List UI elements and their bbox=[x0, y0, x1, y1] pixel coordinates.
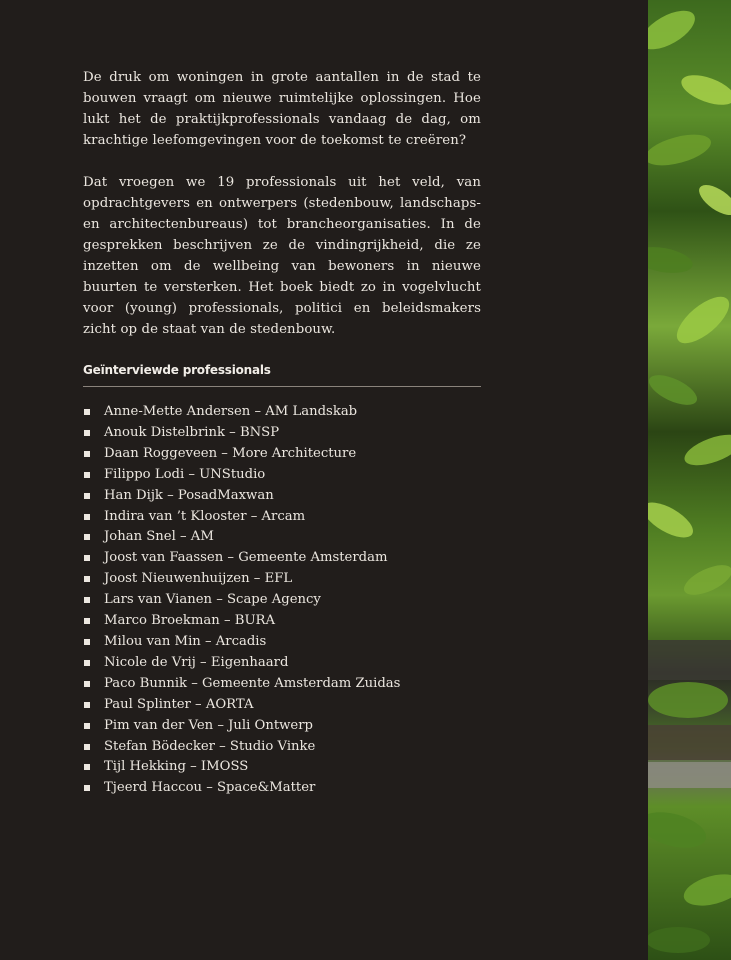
professional-list-item: Tjeerd Haccou – Space&Matter bbox=[83, 778, 400, 799]
professional-list-item: Paul Splinter – AORTA bbox=[83, 695, 400, 716]
professional-list-item: Lars van Vianen – Scape Agency bbox=[83, 590, 400, 611]
professional-list-item: Pim van der Ven – Juli Ontwerp bbox=[83, 716, 400, 737]
heading-divider bbox=[83, 386, 481, 387]
professional-list-item: Anouk Distelbrink – BNSP bbox=[83, 423, 400, 444]
professional-list-item: Tijl Hekking – IMOSS bbox=[83, 757, 400, 778]
professional-list-item: Joost van Faassen – Gemeente Amsterdam bbox=[83, 548, 400, 569]
professional-list-item: Han Dijk – PosadMaxwan bbox=[83, 486, 400, 507]
foliage-photo-graphic bbox=[648, 0, 731, 960]
intro-text bbox=[83, 67, 481, 361]
professionals-list bbox=[83, 402, 400, 799]
professional-list-item: Filippo Lodi – UNStudio bbox=[83, 465, 400, 486]
professional-list-item: Paco Bunnik – Gemeente Amsterdam Zuidas bbox=[83, 674, 400, 695]
professional-list-item: Milou van Min – Arcadis bbox=[83, 632, 400, 653]
professional-list-item: Marco Broekman – BURA bbox=[83, 611, 400, 632]
professional-list-item: Nicole de Vrij – Eigenhaard bbox=[83, 653, 400, 674]
intro-paragraph-2: Dat vroegen we 19 professionals uit het veld, van opdrachtgevers en ontwerpers (stedenbouw, landschaps- en architectenbureaus) tot brancheorganisaties. In de gesprekken beschrijven ze de vindingrijkheid, die ze inzetten om de wellbeing van bewoners in nieuwe buurten te versterken. Het boek biedt zo in vogelvlucht voor (young) professionals, politici en beleidsmakers zicht op de staat van de stedenbouw. bbox=[83, 175, 481, 337]
section-heading: Geïnterviewde professionals bbox=[83, 363, 271, 377]
professional-list-item: Daan Roggeveen – More Architecture bbox=[83, 444, 400, 465]
professional-list-item: Joost Nieuwenhuijzen – EFL bbox=[83, 569, 400, 590]
intro-paragraph-1: De druk om woningen in grote aantallen in de stad te bouwen vraagt om nieuwe ruimtelijke oplossingen. Hoe lukt het de praktijkprofessionals vandaag de dag, om krachtige leefomgevingen voor de toekomst te creëren? bbox=[83, 70, 481, 148]
professional-list-item: Johan Snel – AM bbox=[83, 527, 400, 548]
professional-list-item: Stefan Bödecker – Studio Vinke bbox=[83, 737, 400, 758]
professional-list-item: Anne-Mette Andersen – AM Landskab bbox=[83, 402, 400, 423]
professional-list-item: Indira van ’t Klooster – Arcam bbox=[83, 507, 400, 528]
foliage-photo bbox=[648, 0, 731, 960]
